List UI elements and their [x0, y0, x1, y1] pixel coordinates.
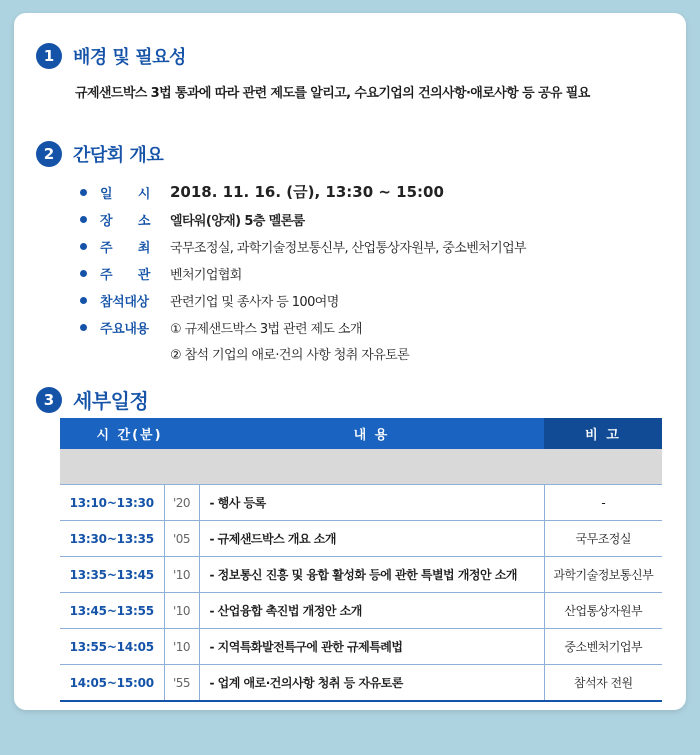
- overview-label: [100, 237, 150, 256]
- section-title: 간담회 개요: [73, 145, 164, 166]
- overview-label: [100, 210, 150, 229]
- label-char: 최: [137, 241, 150, 256]
- overview-value: 관련기업 및 종사자 등 100여명: [170, 295, 339, 310]
- row-time: 13:10~13:30: [60, 485, 164, 521]
- overview-item-attendees: [80, 291, 680, 318]
- overview-label: [100, 264, 150, 283]
- agenda-line: ② 참석 기업의 애로·건의 사항 청취 자유토론: [170, 348, 410, 363]
- agenda-lines: [170, 318, 409, 363]
- bullet-dot-icon: [80, 189, 87, 196]
- row-content: - 규제샌드박스 개요 소개: [199, 521, 544, 557]
- section-overview-heading: [36, 141, 163, 167]
- schedule-table: [60, 418, 662, 702]
- label-char: 관: [137, 268, 150, 283]
- row-content: - 지역특화발전특구에 관한 규제특례법: [199, 629, 544, 665]
- section-schedule-heading: [36, 385, 148, 414]
- table-row: [60, 521, 662, 557]
- row-time: 13:30~13:35: [60, 521, 164, 557]
- section-number-badge: 2: [36, 141, 62, 167]
- header-note: 비 고: [544, 418, 662, 449]
- overview-label: 참석대상: [100, 295, 149, 310]
- bullet-dot-icon: [80, 243, 87, 250]
- row-note: -: [544, 485, 662, 521]
- agenda-line: ① 규제샌드박스 3법 관련 제도 소개: [170, 322, 362, 337]
- overview-item-datetime: [80, 183, 680, 210]
- row-content: - 행사 등록: [199, 485, 544, 521]
- table-row: [60, 593, 662, 629]
- section-number-badge: 1: [36, 43, 62, 69]
- table-row: [60, 665, 662, 702]
- header-time: 시 간(분): [60, 418, 199, 449]
- overview-item-organizer: [80, 264, 680, 291]
- header-divider: [60, 449, 662, 485]
- row-time: 13:35~13:45: [60, 557, 164, 593]
- bullet-dot-icon: [80, 270, 87, 277]
- overview-list: [80, 183, 680, 364]
- table-header-row: [60, 418, 662, 449]
- row-time: 13:45~13:55: [60, 593, 164, 629]
- table-row: [60, 485, 662, 521]
- row-note: 참석자 전원: [544, 665, 662, 702]
- row-duration: '55: [164, 665, 199, 702]
- header-content: 내 용: [199, 418, 544, 449]
- row-content: - 산업융합 촉진법 개정안 소개: [199, 593, 544, 629]
- row-duration: '10: [164, 593, 199, 629]
- row-note: 과학기술정보통신부: [544, 557, 662, 593]
- overview-label: [100, 183, 150, 202]
- row-note: 산업통상자원부: [544, 593, 662, 629]
- label-char: 소: [137, 214, 150, 229]
- overview-value: 국무조정실, 과학기술정보통신부, 산업통상자원부, 중소벤처기업부: [170, 241, 527, 256]
- table-row: [60, 629, 662, 665]
- row-duration: '10: [164, 557, 199, 593]
- overview-value: 벤처기업협회: [170, 268, 242, 283]
- row-duration: '20: [164, 485, 199, 521]
- section-title: 배경 및 필요성: [73, 47, 186, 68]
- section-title: 세부일정: [73, 389, 149, 413]
- row-time: 13:55~14:05: [60, 629, 164, 665]
- label-char: 시: [137, 187, 150, 202]
- background-text: 규제샌드박스 3법 통과에 따라 관련 제도를 알리고, 수요기업의 건의사항·애로사항 등 공유 필요: [75, 86, 590, 101]
- label-char: 주: [100, 241, 113, 256]
- overview-value: 엘타워(양재) 5층 멜론룸: [170, 214, 305, 229]
- bullet-dot-icon: [80, 216, 87, 223]
- overview-item-host: [80, 237, 680, 264]
- row-content: - 정보통신 진흥 및 융합 활성화 등에 관한 특별법 개정안 소개: [199, 557, 544, 593]
- section-number-badge: 3: [36, 387, 62, 413]
- label-char: 장: [100, 214, 113, 229]
- row-duration: '10: [164, 629, 199, 665]
- row-content: - 업계 애로·건의사항 청취 등 자유토론: [199, 665, 544, 702]
- label-char: 주: [100, 268, 113, 283]
- document-card: [14, 13, 686, 710]
- overview-item-agenda: [80, 318, 680, 364]
- bullet-dot-icon: [80, 324, 87, 331]
- bullet-dot-icon: [80, 297, 87, 304]
- overview-value: 2018. 11. 16. (금), 13:30 ~ 15:00: [170, 183, 444, 201]
- row-duration: '05: [164, 521, 199, 557]
- row-note: 중소벤처기업부: [544, 629, 662, 665]
- overview-item-venue: [80, 210, 680, 237]
- row-note: 국무조정실: [544, 521, 662, 557]
- row-time: 14:05~15:00: [60, 665, 164, 702]
- label-char: 일: [100, 187, 113, 202]
- section-background-heading: [36, 43, 186, 69]
- overview-label: 주요내용: [100, 322, 149, 337]
- table-row: [60, 557, 662, 593]
